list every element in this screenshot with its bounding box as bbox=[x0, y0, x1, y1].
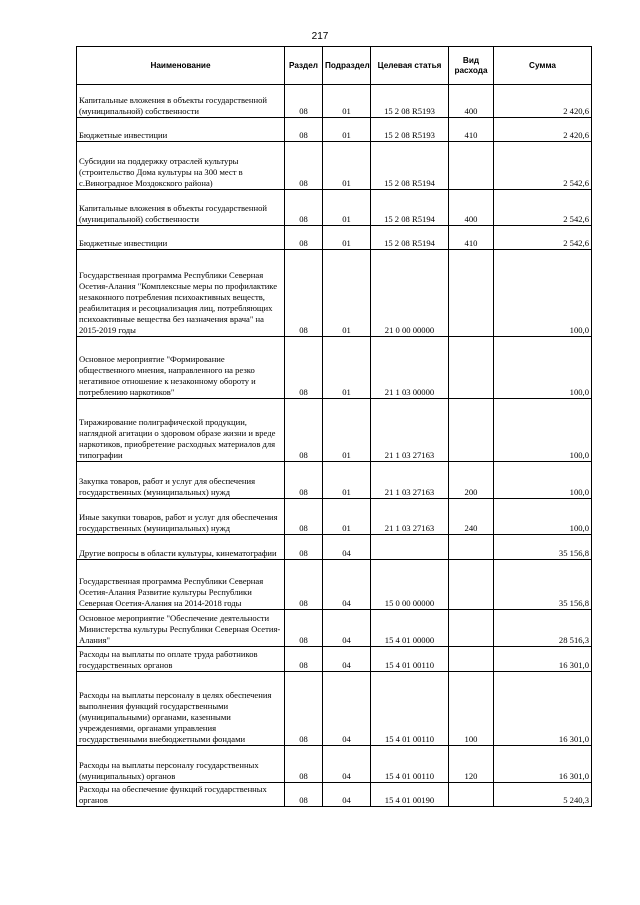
row-summa: 2 420,6 bbox=[494, 85, 592, 118]
row-vid bbox=[449, 610, 494, 647]
row-summa: 16 301,0 bbox=[494, 746, 592, 783]
row-statya: 21 1 03 27163 bbox=[371, 462, 449, 499]
row-razdel: 08 bbox=[285, 610, 323, 647]
row-vid: 400 bbox=[449, 85, 494, 118]
row-statya: 21 0 00 00000 bbox=[371, 250, 449, 337]
row-summa: 5 240,3 bbox=[494, 783, 592, 807]
row-name: Бюджетные инвестиции bbox=[77, 226, 285, 250]
row-razdel: 08 bbox=[285, 746, 323, 783]
row-summa: 100,0 bbox=[494, 462, 592, 499]
table-row bbox=[77, 142, 592, 190]
table-row bbox=[77, 118, 592, 142]
table-header-row bbox=[77, 47, 592, 85]
header-statya: Целевая статья bbox=[371, 47, 449, 85]
row-podrazdel: 04 bbox=[323, 672, 371, 746]
row-summa: 35 156,8 bbox=[494, 535, 592, 560]
header-name: Наименование bbox=[77, 47, 285, 85]
row-vid: 200 bbox=[449, 462, 494, 499]
row-vid: 410 bbox=[449, 118, 494, 142]
row-vid bbox=[449, 783, 494, 807]
row-vid bbox=[449, 337, 494, 399]
page-number: 217 bbox=[311, 31, 329, 42]
row-vid: 100 bbox=[449, 672, 494, 746]
row-summa: 100,0 bbox=[494, 337, 592, 399]
row-podrazdel: 01 bbox=[323, 499, 371, 535]
row-podrazdel: 01 bbox=[323, 118, 371, 142]
row-summa: 16 301,0 bbox=[494, 672, 592, 746]
row-podrazdel: 01 bbox=[323, 142, 371, 190]
row-summa: 35 156,8 bbox=[494, 560, 592, 610]
row-vid bbox=[449, 250, 494, 337]
table-row bbox=[77, 337, 592, 399]
row-podrazdel: 01 bbox=[323, 85, 371, 118]
row-statya: 15 2 08 R5194 bbox=[371, 190, 449, 226]
row-name: Другие вопросы в области культуры, кинематографии bbox=[77, 535, 285, 560]
row-razdel: 08 bbox=[285, 226, 323, 250]
row-podrazdel: 01 bbox=[323, 399, 371, 462]
row-statya bbox=[371, 535, 449, 560]
row-summa: 16 301,0 bbox=[494, 647, 592, 672]
header-podrazdel: Подраздел bbox=[323, 47, 371, 85]
row-podrazdel: 01 bbox=[323, 250, 371, 337]
row-name: Расходы на выплаты по оплате труда работников государственных органов bbox=[77, 647, 285, 672]
budget-table bbox=[76, 46, 592, 807]
table-row bbox=[77, 462, 592, 499]
row-statya: 15 4 01 00000 bbox=[371, 610, 449, 647]
table-row bbox=[77, 560, 592, 610]
row-statya: 15 4 01 00110 bbox=[371, 672, 449, 746]
row-vid bbox=[449, 560, 494, 610]
row-vid bbox=[449, 142, 494, 190]
row-name: Основное мероприятие "Обеспечение деятельности Министерства культуры Республики Северная Осетия-Алания" bbox=[77, 610, 285, 647]
row-statya: 15 4 01 00110 bbox=[371, 746, 449, 783]
row-podrazdel: 01 bbox=[323, 462, 371, 499]
row-razdel: 08 bbox=[285, 337, 323, 399]
row-summa: 100,0 bbox=[494, 399, 592, 462]
row-statya: 15 2 08 R5194 bbox=[371, 226, 449, 250]
row-name: Капитальные вложения в объекты государственной (муниципальной) собственности bbox=[77, 190, 285, 226]
row-razdel: 08 bbox=[285, 783, 323, 807]
row-summa: 2 542,6 bbox=[494, 142, 592, 190]
row-razdel: 08 bbox=[285, 190, 323, 226]
row-podrazdel: 01 bbox=[323, 190, 371, 226]
row-summa: 2 542,6 bbox=[494, 226, 592, 250]
table-row bbox=[77, 783, 592, 807]
row-vid: 410 bbox=[449, 226, 494, 250]
row-vid: 240 bbox=[449, 499, 494, 535]
row-name: Тиражирование полиграфической продукции, наглядной агитации о здоровом образе жизни и вреде наркотиков, приобретение расходных материалов для типографии bbox=[77, 399, 285, 462]
table-row bbox=[77, 535, 592, 560]
row-razdel: 08 bbox=[285, 118, 323, 142]
row-name: Субсидии на поддержку отраслей культуры (строительство Дома культуры на 300 мест в с.Виноградное Моздокского района) bbox=[77, 142, 285, 190]
table-row bbox=[77, 672, 592, 746]
row-razdel: 08 bbox=[285, 672, 323, 746]
header-summa: Сумма bbox=[494, 47, 592, 85]
row-razdel: 08 bbox=[285, 399, 323, 462]
row-statya: 21 1 03 27163 bbox=[371, 499, 449, 535]
row-name: Бюджетные инвестиции bbox=[77, 118, 285, 142]
row-vid bbox=[449, 535, 494, 560]
row-vid bbox=[449, 647, 494, 672]
row-statya: 21 1 03 00000 bbox=[371, 337, 449, 399]
row-razdel: 08 bbox=[285, 142, 323, 190]
row-razdel: 08 bbox=[285, 535, 323, 560]
header-razdel: Раздел bbox=[285, 47, 323, 85]
row-name: Расходы на выплаты персоналу государственных (муниципальных) органов bbox=[77, 746, 285, 783]
row-razdel: 08 bbox=[285, 499, 323, 535]
row-statya: 21 1 03 27163 bbox=[371, 399, 449, 462]
row-statya: 15 0 00 00000 bbox=[371, 560, 449, 610]
row-podrazdel: 01 bbox=[323, 337, 371, 399]
row-name: Закупка товаров, работ и услуг для обеспечения государственных (муниципальных) нужд bbox=[77, 462, 285, 499]
table-row bbox=[77, 226, 592, 250]
row-podrazdel: 04 bbox=[323, 647, 371, 672]
row-vid: 400 bbox=[449, 190, 494, 226]
table-row bbox=[77, 399, 592, 462]
table-row bbox=[77, 250, 592, 337]
row-razdel: 08 bbox=[285, 647, 323, 672]
header-vid: Вид расхода bbox=[449, 47, 494, 85]
table-row bbox=[77, 647, 592, 672]
row-podrazdel: 04 bbox=[323, 610, 371, 647]
row-razdel: 08 bbox=[285, 462, 323, 499]
row-summa: 100,0 bbox=[494, 250, 592, 337]
row-name: Основное мероприятие "Формирование общественного мнения, направленного на резко негативное отношение к незаконному обороту и потреблению наркотиков" bbox=[77, 337, 285, 399]
row-razdel: 08 bbox=[285, 250, 323, 337]
row-name: Иные закупки товаров, работ и услуг для обеспечения государственных (муниципальных) нужд bbox=[77, 499, 285, 535]
table-row bbox=[77, 746, 592, 783]
row-summa: 2 420,6 bbox=[494, 118, 592, 142]
row-podrazdel: 04 bbox=[323, 560, 371, 610]
row-name: Государственная программа Республики Северная Осетия-Алания Развитие культуры Республики Северная Осетия-Алания на 2014-2018 годы bbox=[77, 560, 285, 610]
row-razdel: 08 bbox=[285, 85, 323, 118]
row-vid: 120 bbox=[449, 746, 494, 783]
table-row bbox=[77, 610, 592, 647]
row-summa: 2 542,6 bbox=[494, 190, 592, 226]
row-statya: 15 2 08 R5194 bbox=[371, 142, 449, 190]
row-name: Капитальные вложения в объекты государственной (муниципальной) собственности bbox=[77, 85, 285, 118]
row-podrazdel: 04 bbox=[323, 746, 371, 783]
row-name: Расходы на обеспечение функций государственных органов bbox=[77, 783, 285, 807]
row-statya: 15 4 01 00110 bbox=[371, 647, 449, 672]
table-row bbox=[77, 499, 592, 535]
row-vid bbox=[449, 399, 494, 462]
row-summa: 28 516,3 bbox=[494, 610, 592, 647]
row-statya: 15 2 08 R5193 bbox=[371, 85, 449, 118]
row-name: Расходы на выплаты персоналу в целях обеспечения выполнения функций государственными (муниципальными) органами, казенными учреждениями, органами управления государственными внебюджетными фондами bbox=[77, 672, 285, 746]
row-name: Государственная программа Республики Северная Осетия-Алания "Комплексные меры по профилактике незаконного потребления психоактивных веществ, реабилитация и ресоциализация лиц, потребляющих психоактивные вещества без назначения врача" на 2015-2019 годы bbox=[77, 250, 285, 337]
row-summa: 100,0 bbox=[494, 499, 592, 535]
row-podrazdel: 01 bbox=[323, 226, 371, 250]
table-row bbox=[77, 85, 592, 118]
row-razdel: 08 bbox=[285, 560, 323, 610]
row-podrazdel: 04 bbox=[323, 783, 371, 807]
row-statya: 15 2 08 R5193 bbox=[371, 118, 449, 142]
row-podrazdel: 04 bbox=[323, 535, 371, 560]
row-statya: 15 4 01 00190 bbox=[371, 783, 449, 807]
table-row bbox=[77, 190, 592, 226]
